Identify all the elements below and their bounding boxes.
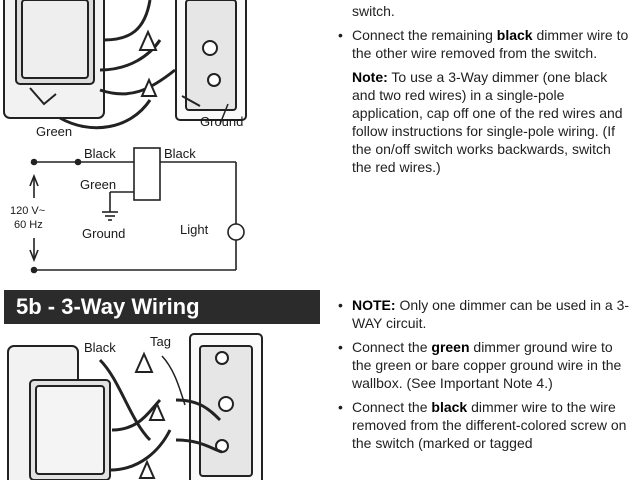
top-ground-label: Ground [200,114,244,129]
top-dimmer-illustration [4,0,246,128]
emphasis-black: black [496,27,533,43]
bullet-note-one-dimmer: • NOTE: Only one dimmer can be used in a 3-WAY circuit. [338,297,630,331]
schematic-black-right: Black [164,146,196,161]
emphasis-green: green [431,339,470,355]
schematic-ground: Ground [82,226,126,241]
single-pole-instructions [338,2,634,176]
cut-line [338,2,634,20]
note-3-way-dimmer [352,68,634,176]
bullet-green-ground: • Connect the green dimmer ground wire to the green or bare copper ground wire in the wallbox. (See Important Note 4.) [338,339,622,391]
three-way-illustration [8,334,262,480]
single-pole-schematic [30,148,244,273]
cut-line-text: switch. [352,3,395,19]
schematic-voltage: 120 V~ [10,205,46,217]
schematic-green: Green [80,177,117,192]
schematic-light: Light [180,222,209,237]
schematic-black-left: Black [84,146,116,161]
bullet-connect-remaining: • Connect the remaining black dimmer wire to the other wire removed from the switch. [338,27,629,61]
three-way-instructions [338,296,634,458]
section-title-3-way: 5b - 3-Way Wiring [4,290,320,324]
schematic-frequency: 60 Hz [14,219,43,231]
note-label: Note: [352,69,388,85]
emphasis-black-2: black [431,399,468,415]
bullet-black-wire: • Connect the black dimmer wire to the wire removed from the different-colored screw on the switch (marked or tagged [338,399,627,451]
note-text: To use a 3-Way dimmer (one black and two red wires) in a single-pole application, cap off one of the red wires and follow instructions for single-pole wiring. (If the on/off switch works backwards, switch the red wires.) [352,69,623,175]
three-way-tag-label: Tag [150,334,171,349]
three-way-black-label: Black [84,340,116,355]
top-green-label: Green [36,124,73,139]
